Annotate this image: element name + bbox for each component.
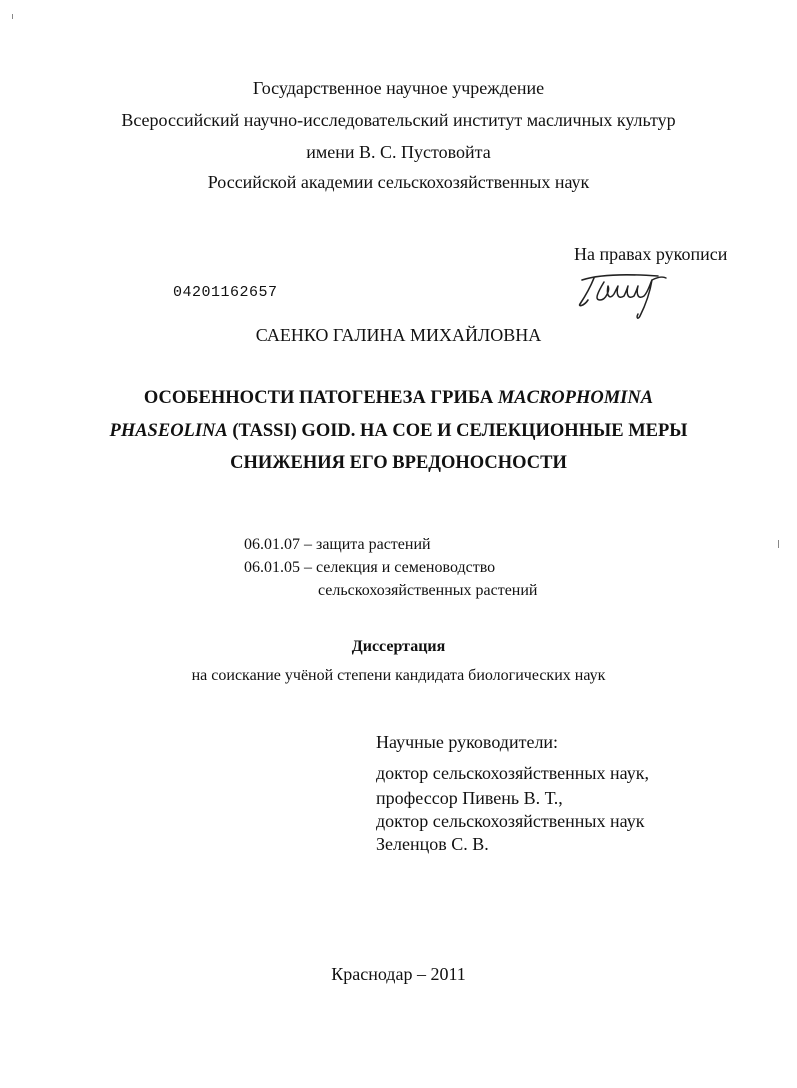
document-type: Диссертация — [351, 638, 446, 655]
scan-speck — [778, 540, 779, 548]
title-species-genus: MACROPHOMINA — [497, 388, 654, 408]
place-year: Краснодар – 2011 — [331, 964, 466, 984]
title-part-2: (TASSI) GOID. НА СОЕ И СЕЛЕКЦИОННЫЕ МЕРЫ — [227, 421, 688, 441]
signature-image — [570, 270, 680, 322]
author-name: САЕНКО ГАЛИНА МИХАЙЛОВНА — [255, 325, 542, 345]
supervisor-line-2: профессор Пивень В. Т., — [376, 788, 563, 808]
title-part-1: ОСОБЕННОСТИ ПАТОГЕНЕЗА ГРИБА — [143, 388, 498, 408]
supervisor-line-3: доктор сельскохозяйственных наук — [376, 811, 645, 831]
institution-line-2: Всероссийский научно-исследовательский институт масличных культур — [121, 110, 676, 130]
rights-note: На правах рукописи — [574, 244, 728, 264]
institution-line-4: Российской академии сельскохозяйственных наук — [207, 172, 590, 192]
institution-line-1: Государственное научное учреждение — [252, 78, 545, 98]
registration-number: 04201162657 — [173, 284, 278, 301]
dissertation-title-line-1 — [0, 382, 797, 415]
specialty-2-continued: сельскохозяйственных растений — [318, 582, 538, 599]
dissertation-title-line-2 — [0, 415, 797, 448]
supervisor-line-1: доктор сельскохозяйственных наук, — [376, 763, 649, 783]
supervisor-line-4: Зеленцов С. В. — [376, 834, 489, 854]
specialty-1: 06.01.07 – защита растений — [244, 536, 431, 553]
institution-line-3: имени В. С. Пустовойта — [306, 142, 491, 162]
title-species-epithet: PHASEOLINA — [109, 421, 228, 441]
degree-line: на соискание учёной степени кандидата биологических наук — [191, 667, 606, 684]
specialty-2: 06.01.05 – селекция и семеноводство — [244, 559, 496, 576]
scan-speck — [12, 14, 13, 19]
dissertation-title-line-3: СНИЖЕНИЯ ЕГО ВРЕДОНОСНОСТИ — [230, 453, 567, 473]
supervisors-heading: Научные руководители: — [376, 732, 559, 752]
